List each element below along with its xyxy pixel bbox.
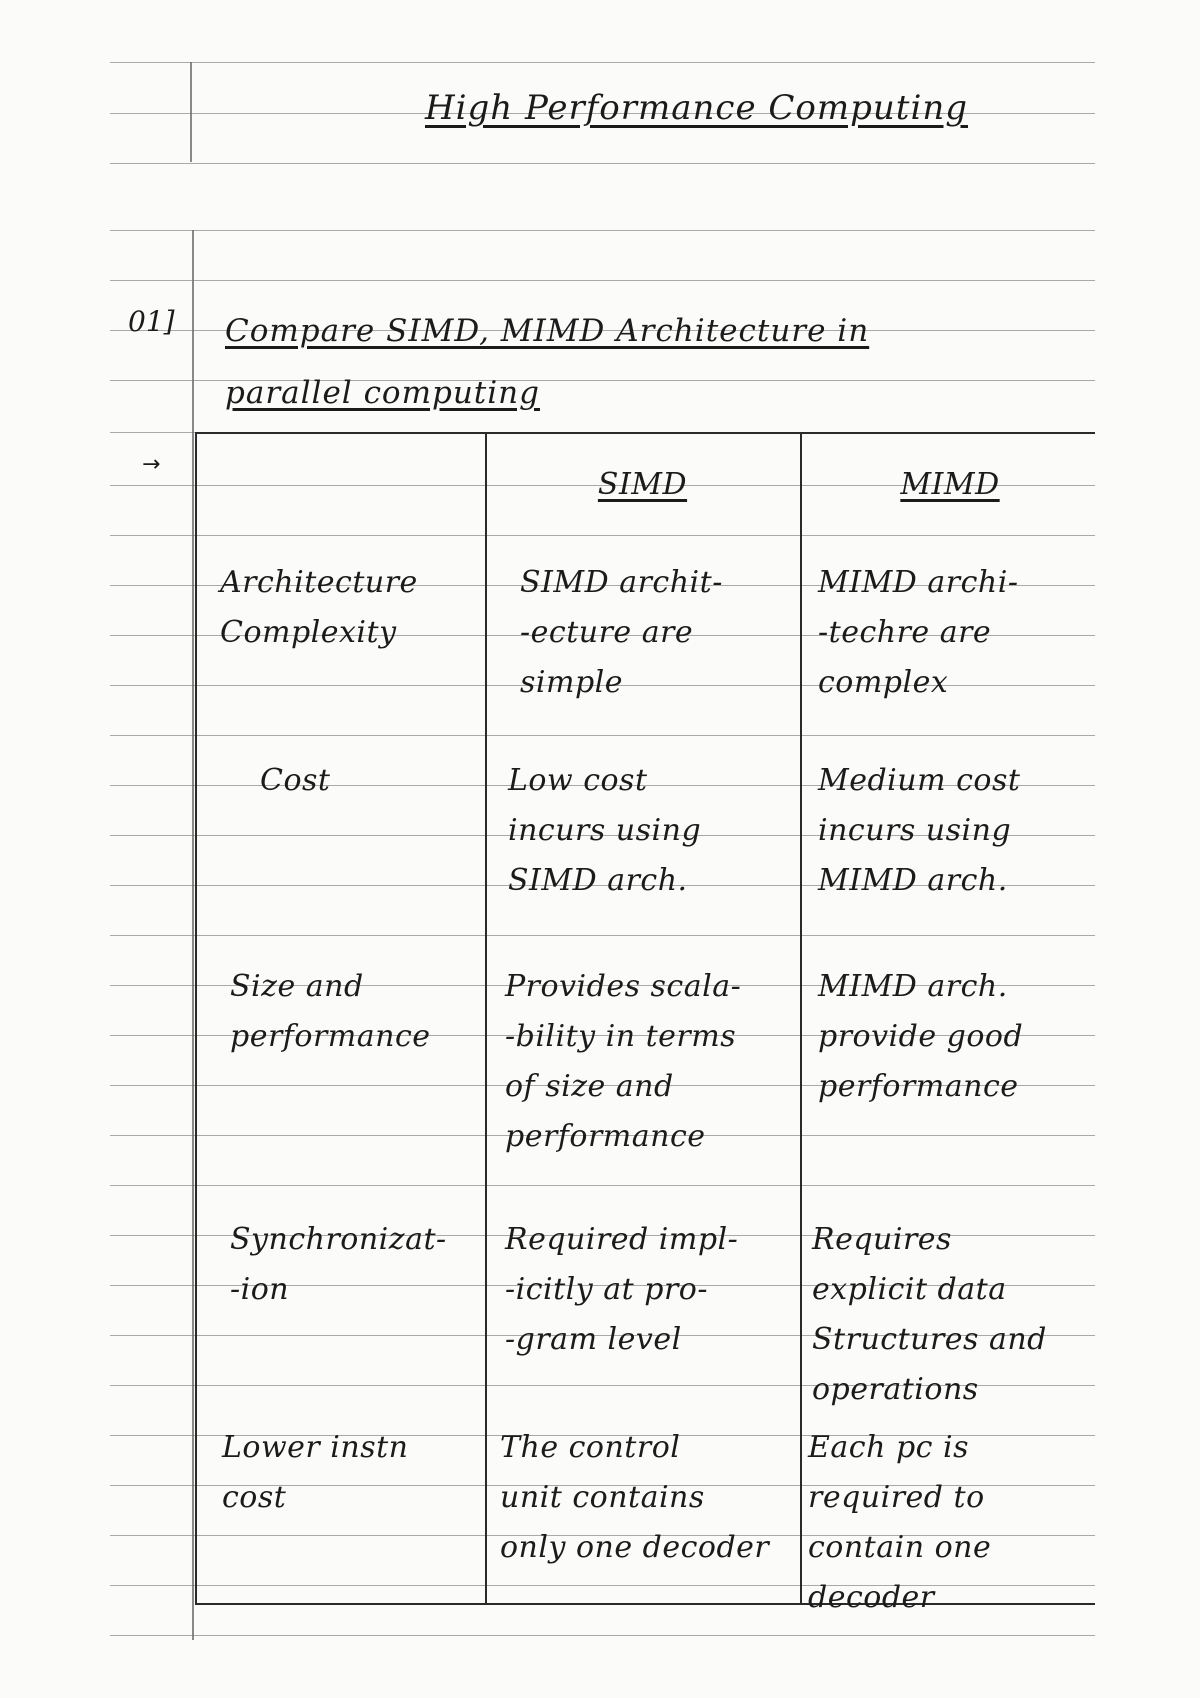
question-number: 01]	[128, 305, 175, 338]
table-row-feature: Lower instn cost	[222, 1430, 409, 1515]
table-column-divider	[485, 432, 487, 1604]
table-row-mimd: Medium cost incurs using MIMD arch.	[818, 763, 1021, 898]
table-row-feature: Cost	[260, 763, 331, 798]
table-row-mimd: MIMD archi- -techre are complex	[818, 565, 1019, 700]
table-row-simd: Required impl- -icitly at pro- -gram level	[505, 1222, 739, 1357]
table-header-simd: SIMD	[597, 467, 688, 502]
ruled-line	[110, 62, 1095, 63]
table-row-feature: Architecture Complexity	[220, 565, 418, 650]
page-title: High Performance Computing	[425, 88, 968, 128]
table-row-simd: The control unit contains only one decoder	[500, 1430, 770, 1565]
table-row-feature: Size and performance	[230, 969, 431, 1054]
ruled-line	[110, 1635, 1095, 1636]
arrow-icon: →	[142, 452, 161, 477]
margin-line	[192, 230, 194, 1640]
margin-line	[190, 62, 192, 162]
question-line-2: parallel computing	[225, 375, 540, 411]
table-row-feature: Synchronizat- -ion	[230, 1222, 447, 1307]
table-row-simd: Provides scala- -bility in terms of size and performance	[505, 969, 742, 1154]
ruled-line	[110, 280, 1095, 281]
question-line-1: Compare SIMD, MIMD Architecture in	[225, 313, 870, 349]
table-row-simd: Low cost incurs using SIMD arch.	[508, 763, 702, 898]
table-column-divider	[800, 432, 802, 1604]
table-header-mimd: MIMD	[900, 467, 1000, 502]
table-row-mimd: MIMD arch. provide good performance	[818, 969, 1024, 1104]
ruled-line	[110, 735, 1095, 736]
ruled-line	[110, 230, 1095, 231]
table-row-mimd: Each pc is required to contain one decoder	[808, 1430, 992, 1615]
table-row-mimd: Requires explicit data Structures and operations	[812, 1222, 1047, 1407]
ruled-line	[110, 535, 1095, 536]
ruled-line	[110, 1185, 1095, 1186]
table-left-border	[195, 432, 197, 1604]
ruled-line	[110, 163, 1095, 164]
table-top-border	[195, 432, 1095, 434]
question-text	[225, 300, 1095, 424]
table-row-simd: SIMD archit- -ecture are simple	[520, 565, 723, 700]
ruled-line	[110, 935, 1095, 936]
